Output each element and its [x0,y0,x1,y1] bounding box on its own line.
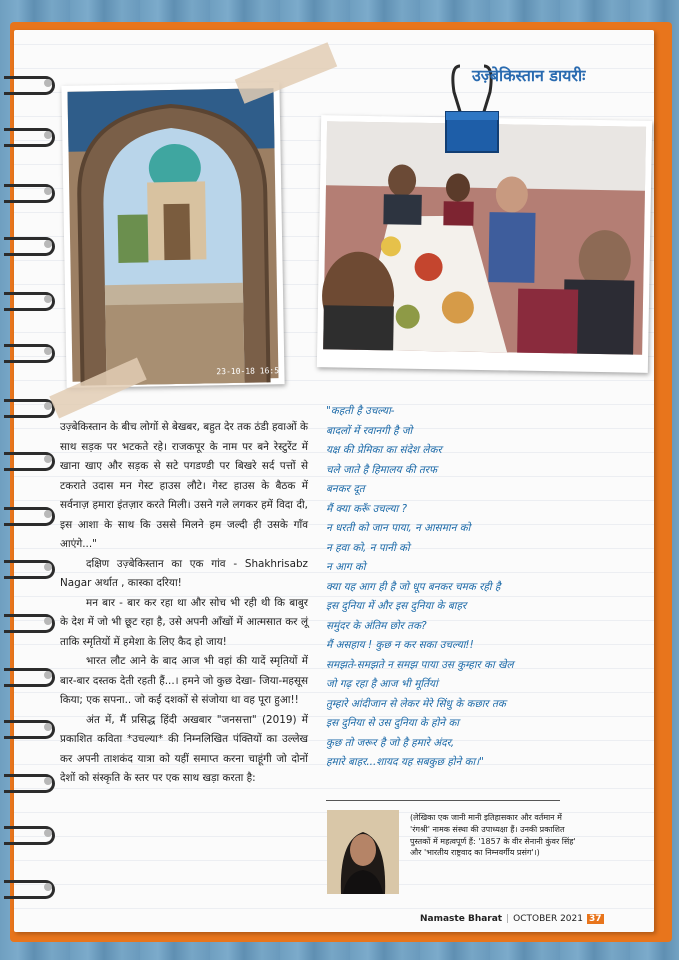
poem-line: यक्ष की प्रेमिका का संदेश लेकर [326,444,442,456]
spiral-ring [0,614,60,630]
article-paragraph: दक्षिण उज़्बेकिस्तान का एक गांव - Shakhrisabz Nagar अर्थात , कास्का दरिया! [60,557,308,589]
page-title: उज़्बेकिस्तान डायरीः [472,66,586,85]
issue-date: OCTOBER 2021 [513,914,583,924]
ring-hole [44,510,52,518]
poem-block [326,402,626,773]
ring-hole [44,240,52,248]
ring-hole [44,563,52,571]
spiral-ring [0,237,60,253]
spiral-ring [0,560,60,576]
footer-separator: | [506,914,510,924]
author-note: (लेखिका एक जानी मानी इतिहासकार और वर्तमान में 'रंगश्री' नामक संस्था की उपाध्यक्षा हैं। उनकी प्रकाशित पुस्तकों में महत्वपूर्ण हैं: '1857 के वीर सेनानी कुंवर सिंह' और 'भारतीय राष्ट्रवाद का निम्नवर्गीय प्रसंग'।) [410,813,576,858]
poem-line: "कहती है उचल्या- [326,405,395,417]
poem-line: बादलों में रवानगी है जो [326,424,413,437]
ring-hole [44,829,52,837]
poem-line: कुछ तो जरूर है जो है हमारे अंदर, [326,736,455,749]
poem-line: समझते-समझते न समझ पाया उस कुम्हार का खेल [326,658,514,671]
poem-line: मैं असहाय ! कुछ न कर सका उचल्या!! [326,639,474,651]
poem-line: मैं क्या करूँ उचल्या ? [326,502,408,515]
ring-hole [44,79,52,87]
spiral-ring [0,826,60,842]
poem-line: समुंदर के अंतिम छोर तक? [326,619,427,632]
spiral-ring [0,720,60,736]
poem-line: हमारे बाहर...शायद यह सबकुछ होने का।" [326,756,484,768]
article-body [60,418,308,789]
ring-hole [44,671,52,679]
spiral-ring [0,76,60,92]
article-paragraph: भारत लौट आने के बाद आज भी वहां की यादें स्मृतियों में बार-बार दस्तक देती रहती हैं...। हमने जो कुछ देखा- जिया-महसूस किया; एक सपना.. जो कई दशकों से संजोया था वह पूरा हुआ!! [60,655,308,706]
poem-line: जो गढ़ रहा है आज भी मूर्तियां [326,678,438,690]
spiral-ring [0,668,60,684]
article-paragraph: मन बार - बार कर रहा था और सोच भी रही थी कि बाबुर के देश में जो भी छूट रहा है, उसे अपनी आँखों में आत्मसात कर लूं ताकि स्मृतियों में हमेशा के लिए कैद हो जाय! [60,596,308,648]
poem-line: बनकर दूत [326,483,365,495]
page-number: 37 [589,914,602,924]
ring-hole [44,187,52,195]
spiral-ring [0,292,60,308]
ring-hole [44,455,52,463]
spiral-ring [0,184,60,200]
spiral-ring [0,880,60,896]
poem-line: न आग को [326,561,366,573]
poem-line: इस दुनिया में और इस दुनिया के बाहर [326,600,467,612]
photo-timestamp: 23-10-18 16:50 [216,366,284,377]
page-footer [420,914,604,924]
spiral-ring [0,452,60,468]
spiral-ring [0,344,60,360]
ring-hole [44,777,52,785]
ring-hole [44,402,52,410]
ring-hole [44,347,52,355]
article-paragraph: अंत में, मैं प्रसिद्ध हिंदी अखबार "जनसत्ता" (2019) में प्रकाशित कविता *उचल्या* की निम्नलिखित पंक्तियों का उल्लेख कर अपनी ताशकंद यात्रा को यहीं समाप्त करना चाहूंगी जो दोनों देशों को संस्कृति के स्तर पर एक साथ खड़ा करता है: [60,713,308,784]
poem-line: क्या यह आग ही है जो धूप बनकर चमक रही है [326,580,501,593]
archway-image [61,82,284,388]
ring-hole [44,295,52,303]
ring-hole [44,617,52,625]
author-photo [327,810,399,894]
divider [326,800,560,801]
spiral-ring [0,774,60,790]
photo-archway [61,82,284,388]
article-paragraph: उज़्बेकिस्तान के बीच लोगों से बेखबर, बहुत देर तक ठंडी हवाओं के साथ सड़क पर भटकते रहे। राजकपूर के नाम पर बने रेस्टुरेंट में खाना खाए और सड़क से सटे पगडण्डी पर बिखरे सर्द पत्तों से टकराते उदास मन गेस्ट हाउस लौटे। गेस्ट हाउस के बैठक में सर्वनाज़ हमारा इंतज़ार करते मिली। उसने गले लगकर हमें विदा दी, इस आशा के साथ कि उससे मिलने हम जल्दी ही उसके गाँव आएंगे..." [60,421,308,550]
poem-line: न धरती को जान पाया, न आसमान को [326,522,471,534]
poem-line: चले जाते है हिमालय की तरफ [326,463,438,476]
poem-line: तुम्हारे आंदीजान से लेकर मेरे सिंधु के कछार तक [326,697,506,710]
ring-hole [44,131,52,139]
spiral-ring [0,507,60,523]
publication-name: Namaste Bharat [420,914,503,924]
spiral-ring [0,128,60,144]
poem-line: इस दुनिया से उस दुनिया के होने का [326,717,459,729]
poem-line: न हवा को, न पानी को [326,541,410,554]
ring-hole [44,723,52,731]
ring-hole [44,883,52,891]
